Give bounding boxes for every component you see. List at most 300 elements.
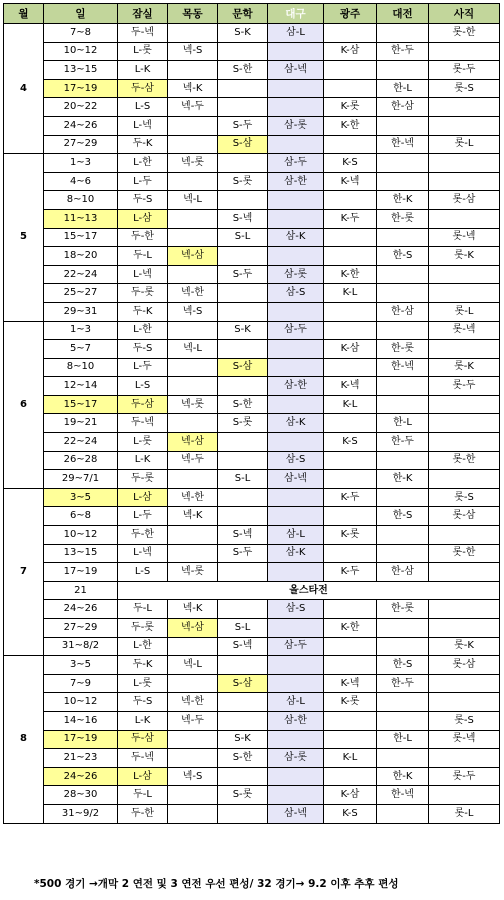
game-cell: L-K [118,451,168,470]
month-cell: 5 [4,154,44,321]
game-cell: 롯-넥 [429,228,500,247]
game-cell [168,321,218,340]
game-cell [218,767,268,786]
game-cell: 삼-L [268,526,324,545]
game-cell [268,42,324,61]
game-cell: 롯-넥 [429,321,500,340]
game-cell: 두-L [118,247,168,266]
game-cell: K-삼 [324,340,377,359]
game-cell: 넥-S [168,767,218,786]
date-cell: 24~26 [44,767,118,786]
table-row [4,377,500,396]
date-cell: 15~17 [44,395,118,414]
game-cell [168,228,218,247]
table-row [4,321,500,340]
game-cell [218,656,268,675]
table-row [4,619,500,638]
game-cell: S-K [218,730,268,749]
game-cell [324,451,377,470]
date-cell: 19~21 [44,414,118,433]
game-cell: L-한 [118,637,168,656]
header-gwangju: 광주 [324,4,377,24]
game-cell: K-L [324,749,377,768]
game-cell [377,228,429,247]
game-cell [324,247,377,266]
game-cell [268,98,324,117]
game-cell: K-한 [324,116,377,135]
date-cell: 12~14 [44,377,118,396]
event-cell: 올스타전 [118,581,500,600]
game-cell: 한-두 [377,674,429,693]
date-cell: 7~8 [44,24,118,43]
game-cell: 롯-S [429,488,500,507]
game-cell [377,749,429,768]
game-cell [268,656,324,675]
game-cell [377,24,429,43]
game-cell [268,674,324,693]
game-cell [324,228,377,247]
game-cell: 넥-S [168,42,218,61]
game-cell: 두-K [118,302,168,321]
game-cell: K-삼 [324,42,377,61]
table-row [4,209,500,228]
game-cell [377,321,429,340]
game-cell [218,433,268,452]
game-cell: 한-두 [377,42,429,61]
game-cell [377,804,429,823]
game-cell: K-롯 [324,693,377,712]
game-cell: 한-삼 [377,563,429,582]
game-cell [324,321,377,340]
game-cell: 삼-넥 [268,470,324,489]
month-cell: 7 [4,488,44,655]
game-cell: 삼-S [268,600,324,619]
game-cell [268,191,324,210]
date-cell: 31~9/2 [44,804,118,823]
table-row [4,433,500,452]
game-cell: 넥-K [168,600,218,619]
game-cell [377,154,429,173]
game-cell: L-K [118,61,168,80]
table-row [4,24,500,43]
game-cell [324,470,377,489]
game-cell [268,209,324,228]
game-cell [429,414,500,433]
game-cell: S-K [218,321,268,340]
header-day: 일 [44,4,118,24]
game-cell: L-두 [118,172,168,191]
game-cell [377,619,429,638]
game-cell: 두-삼 [118,79,168,98]
table-row [4,284,500,303]
game-cell [324,656,377,675]
game-cell: 넥-롯 [168,395,218,414]
date-cell: 17~19 [44,563,118,582]
game-cell: 두-넥 [118,749,168,768]
game-cell: S-롯 [218,786,268,805]
game-cell [168,470,218,489]
date-cell: 8~10 [44,191,118,210]
month-cell: 4 [4,24,44,154]
date-cell: 20~22 [44,98,118,117]
table-row [4,172,500,191]
game-cell: L-삼 [118,767,168,786]
game-cell [218,563,268,582]
game-cell: 두-S [118,693,168,712]
game-cell [429,600,500,619]
date-cell: 10~12 [44,693,118,712]
game-cell: 삼-두 [268,637,324,656]
game-cell: 롯-두 [429,61,500,80]
game-cell: K-삼 [324,786,377,805]
game-cell [377,61,429,80]
game-cell: S-K [218,24,268,43]
game-cell [377,526,429,545]
game-cell: 삼-넥 [268,804,324,823]
game-cell [377,172,429,191]
game-cell [168,786,218,805]
game-cell: 롯-S [429,79,500,98]
footnote: *500 경기 →개막 2 연전 및 3 연전 우선 편성/ 32 경기→ 9.2 이후 추후 편성 [34,878,399,890]
game-cell: 넥-두 [168,711,218,730]
game-cell: K-두 [324,563,377,582]
game-cell: L-S [118,377,168,396]
game-cell: 한-S [377,656,429,675]
date-cell: 24~26 [44,116,118,135]
date-cell: 21~23 [44,749,118,768]
game-cell: K-넥 [324,377,377,396]
game-cell: K-S [324,154,377,173]
game-cell: L-두 [118,358,168,377]
game-cell [218,711,268,730]
date-cell: 8~10 [44,358,118,377]
game-cell [324,358,377,377]
game-cell [429,209,500,228]
game-cell: 한-S [377,507,429,526]
table-row [4,526,500,545]
game-cell: 한-롯 [377,209,429,228]
game-cell [377,451,429,470]
game-cell [268,786,324,805]
game-cell [324,302,377,321]
game-cell: K-한 [324,265,377,284]
game-cell [168,804,218,823]
game-cell [268,433,324,452]
game-cell [268,79,324,98]
table-row [4,228,500,247]
date-cell: 27~29 [44,135,118,154]
game-cell: 롯-삼 [429,507,500,526]
game-cell: 한-넥 [377,358,429,377]
table-row [4,507,500,526]
date-cell: 1~3 [44,321,118,340]
game-cell [377,116,429,135]
game-cell [377,488,429,507]
game-cell: L-S [118,563,168,582]
game-cell [168,730,218,749]
game-cell [218,98,268,117]
table-row [4,656,500,675]
game-cell: 두-넥 [118,414,168,433]
table-header [4,4,500,24]
game-cell: 넥-두 [168,98,218,117]
game-cell [429,340,500,359]
game-cell: 롯-삼 [429,191,500,210]
game-cell: L-한 [118,154,168,173]
date-cell: 13~15 [44,544,118,563]
game-cell [429,98,500,117]
table-row [4,488,500,507]
game-cell [324,61,377,80]
game-cell [429,619,500,638]
game-cell: L-삼 [118,488,168,507]
date-cell: 24~26 [44,600,118,619]
date-cell: 1~3 [44,154,118,173]
date-cell: 11~13 [44,209,118,228]
game-cell [324,79,377,98]
header-jamsil: 잠실 [118,4,168,24]
table-row [4,154,500,173]
game-cell: 한-K [377,470,429,489]
game-cell [324,507,377,526]
game-cell: 삼-S [268,284,324,303]
game-cell [168,674,218,693]
game-cell [429,563,500,582]
game-cell: K-넥 [324,172,377,191]
game-cell: L-삼 [118,209,168,228]
table-row [4,544,500,563]
date-cell: 6~8 [44,507,118,526]
table-row [4,749,500,768]
game-cell [377,637,429,656]
game-cell: 한-롯 [377,340,429,359]
game-cell: 삼-롯 [268,116,324,135]
game-cell: 롯-한 [429,24,500,43]
game-cell: 두-삼 [118,730,168,749]
game-cell [268,507,324,526]
game-cell [324,637,377,656]
game-cell: 삼-두 [268,154,324,173]
game-cell [218,507,268,526]
game-cell [429,526,500,545]
game-cell [218,488,268,507]
game-cell: 롯-L [429,804,500,823]
game-cell: 한-L [377,414,429,433]
game-cell: 롯-L [429,135,500,154]
game-cell: 삼-두 [268,321,324,340]
game-cell [218,191,268,210]
game-cell [268,340,324,359]
date-cell: 10~12 [44,526,118,545]
game-cell [168,414,218,433]
game-cell: 삼-K [268,544,324,563]
table-row [4,302,500,321]
date-cell: 25~27 [44,284,118,303]
header-daegu: 대구 [268,4,324,24]
table-row [4,395,500,414]
game-cell [324,135,377,154]
game-cell: S-두 [218,544,268,563]
game-cell: 넥-한 [168,693,218,712]
game-cell: K-넥 [324,674,377,693]
date-cell: 17~19 [44,79,118,98]
game-cell: 삼-롯 [268,749,324,768]
game-cell: 삼-한 [268,377,324,396]
table-row [4,79,500,98]
game-cell: S-삼 [218,358,268,377]
game-cell [268,767,324,786]
game-cell: K-S [324,433,377,452]
game-cell [377,284,429,303]
game-cell [268,247,324,266]
game-cell [324,191,377,210]
date-cell: 22~24 [44,265,118,284]
game-cell: 한-두 [377,433,429,452]
game-cell: L-롯 [118,42,168,61]
game-cell: 한-L [377,79,429,98]
game-cell [429,42,500,61]
game-cell [377,395,429,414]
table-row [4,730,500,749]
game-cell: S-삼 [218,135,268,154]
game-cell [168,749,218,768]
date-cell: 29~31 [44,302,118,321]
table-row [4,600,500,619]
game-cell [218,693,268,712]
table-row [4,340,500,359]
game-cell [429,693,500,712]
game-cell: L-넥 [118,116,168,135]
date-cell: 31~8/2 [44,637,118,656]
game-cell: 삼-넥 [268,61,324,80]
game-cell [324,711,377,730]
game-cell: L-S [118,98,168,117]
game-cell: 두-K [118,656,168,675]
game-cell [218,600,268,619]
table-row [4,451,500,470]
month-cell: 8 [4,656,44,823]
game-cell [168,116,218,135]
game-cell [168,265,218,284]
game-cell: 넥-한 [168,284,218,303]
game-cell [377,711,429,730]
game-cell: 한-삼 [377,98,429,117]
header-sajik: 사직 [429,4,500,24]
game-cell: S-롯 [218,414,268,433]
game-cell: 한-롯 [377,600,429,619]
game-cell: 두-L [118,786,168,805]
game-cell: 삼-K [268,228,324,247]
date-cell: 14~16 [44,711,118,730]
table-row [4,42,500,61]
table-row [4,637,500,656]
game-cell: 삼-S [268,451,324,470]
game-cell [268,135,324,154]
game-cell [429,470,500,489]
game-cell: 롯-삼 [429,656,500,675]
game-cell [218,377,268,396]
game-cell: K-L [324,395,377,414]
game-cell: 두-K [118,135,168,154]
date-cell: 18~20 [44,247,118,266]
schedule-table [3,3,500,824]
game-cell: 롯-K [429,358,500,377]
table-row [4,265,500,284]
game-cell: 롯-K [429,247,500,266]
game-cell [168,377,218,396]
game-cell: 넥-한 [168,488,218,507]
header-munhak: 문학 [218,4,268,24]
game-cell: 두-한 [118,228,168,247]
game-cell: K-한 [324,619,377,638]
game-cell: K-롯 [324,526,377,545]
game-cell: S-롯 [218,172,268,191]
game-cell [268,488,324,507]
game-cell [168,172,218,191]
game-cell [268,302,324,321]
game-cell: 넥-L [168,656,218,675]
game-cell [324,730,377,749]
game-cell: 삼-L [268,693,324,712]
game-cell: 넥-L [168,191,218,210]
game-cell [218,284,268,303]
game-cell: 넥-K [168,79,218,98]
table-row [4,693,500,712]
game-cell: K-L [324,284,377,303]
game-cell: 두-롯 [118,284,168,303]
game-cell: 한-K [377,767,429,786]
date-cell: 4~6 [44,172,118,191]
game-cell: 롯-넥 [429,730,500,749]
table-row [4,804,500,823]
game-cell: 롯-두 [429,377,500,396]
game-cell [218,340,268,359]
table-row [4,358,500,377]
date-cell: 3~5 [44,656,118,675]
game-cell: 두-넥 [118,24,168,43]
date-cell: 15~17 [44,228,118,247]
game-cell: 두-삼 [118,395,168,414]
game-cell: 넥-롯 [168,563,218,582]
game-cell: 롯-L [429,302,500,321]
game-cell: 두-한 [118,804,168,823]
game-cell [268,563,324,582]
game-cell: S-넥 [218,209,268,228]
game-cell: S-한 [218,749,268,768]
date-cell: 17~19 [44,730,118,749]
game-cell: 두-롯 [118,619,168,638]
game-cell: 롯-K [429,637,500,656]
game-cell [377,265,429,284]
game-cell [268,358,324,377]
game-cell: 넥-삼 [168,619,218,638]
game-cell [429,674,500,693]
game-cell [218,804,268,823]
game-cell: S-한 [218,61,268,80]
date-cell: 10~12 [44,42,118,61]
game-cell: 삼-롯 [268,265,324,284]
table-row [4,61,500,80]
date-cell: 22~24 [44,433,118,452]
game-cell [218,302,268,321]
game-cell: 두-L [118,600,168,619]
game-cell: L-롯 [118,433,168,452]
game-cell: K-두 [324,209,377,228]
game-cell: 한-넥 [377,786,429,805]
game-cell: S-L [218,470,268,489]
game-cell [429,172,500,191]
game-cell [168,637,218,656]
